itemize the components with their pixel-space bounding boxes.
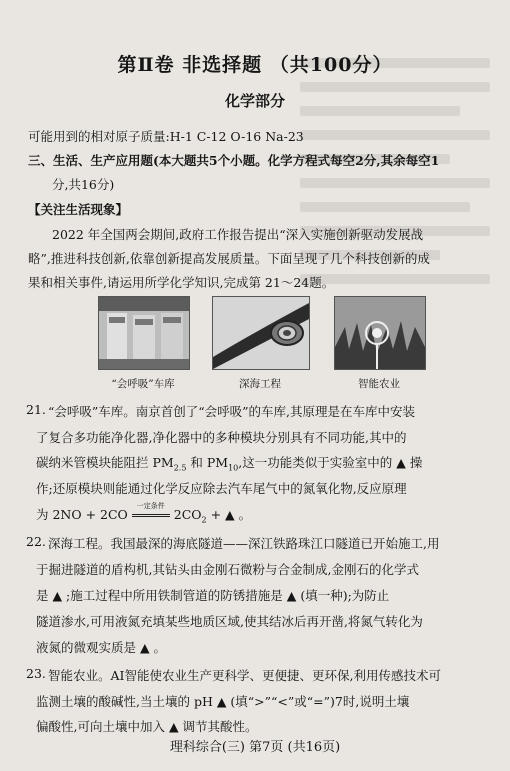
section-heading: 三、生活、生产应用题(本大题共5个小题。化学方程式每空2分,其余每空1: [28, 153, 440, 168]
question-text-line: “会呼吸”车库。南京首创了“会呼吸”的车库,其原理是在车库中安装: [48, 404, 416, 419]
figure-caption: “会呼吸”车库: [111, 378, 175, 390]
exam-part-title: 第Ⅱ卷 非选择题 （共100分）: [117, 54, 393, 76]
question-text-line: 隧道渗水,可用液氮充填某些地质区域,使其结冰后再开凿,将氮气转化为: [36, 614, 423, 629]
page-footer: 理科综合(三) 第7页 (共16页): [169, 740, 341, 755]
intro-paragraph-line: 果和相关事件,请运用所学化学知识,完成第 21～24题。: [28, 275, 335, 290]
question-text-line: 监测土壤的酸碱性,当土壤的 pH ▲ (填“>”“<”或“=”)7时,说明土壤: [36, 694, 410, 709]
question-text-line: 智能农业。AI智能使农业生产更科学、更便捷、更环保,利用传感技术可: [48, 668, 441, 683]
question-text-line: 碳纳米管模块能阻拦 $PM_{2.5}$ 和 $PM_{10}$,这一功能类似于实验室中的 ▲ 操: [36, 455, 423, 473]
deep-sea-photo: [212, 296, 310, 370]
question-number: 22.: [26, 534, 46, 549]
reaction-equation: 为 2NO + 2CO 一定条件 $2CO_2$ + ▲ 。: [36, 502, 252, 525]
figure-caption: 深海工程: [239, 378, 281, 390]
question-text-line: 作;还原模块则能通过化学反应除去汽车尾气中的氮氧化物,反应原理: [36, 481, 407, 496]
smart-agriculture-photo: [334, 296, 426, 370]
question-text-line: 是 ▲ ;施工过程中所用铁制管道的防锈措施是 ▲ (填一种);为防止: [36, 588, 390, 603]
question-text-line: 液氮的微观实质是 ▲ 。: [36, 640, 167, 655]
intro-paragraph-line: 2022 年全国两会期间,政府工作报告提出“深入实施创新驱动发展战: [52, 227, 424, 242]
figure-caption: 智能农业: [358, 378, 400, 390]
topic-heading: 【关注生活现象】: [28, 202, 129, 217]
chemistry-section-title: 化学部分: [224, 92, 285, 110]
section-heading-cont: 分,共16分): [52, 177, 115, 192]
question-text-line: 深海工程。我国最深的海底隧道——深江铁路珠江口隧道已开始施工,用: [48, 536, 440, 551]
garage-photo: [98, 296, 190, 370]
question-number: 23.: [26, 666, 46, 681]
question-text-line: 偏酸性,可向土壤中加入 ▲ 调节其酸性。: [36, 719, 258, 734]
question-text-line: 了复合多功能净化器,净化器中的多种模块分别具有不同功能,其中的: [36, 430, 407, 445]
question-number: 21.: [26, 402, 46, 417]
question-text-line: 于掘进隧道的盾构机,其钻头由金刚石微粉与合金制成,金刚石的化学式: [36, 562, 419, 577]
atomic-mass-line: 可能用到的相对原子质量:H-1 C-12 O-16 Na-23: [28, 129, 304, 144]
intro-paragraph-line: 略”,推进科技创新,依靠创新提高发展质量。下面呈现了几个科技创新的成: [28, 251, 430, 266]
